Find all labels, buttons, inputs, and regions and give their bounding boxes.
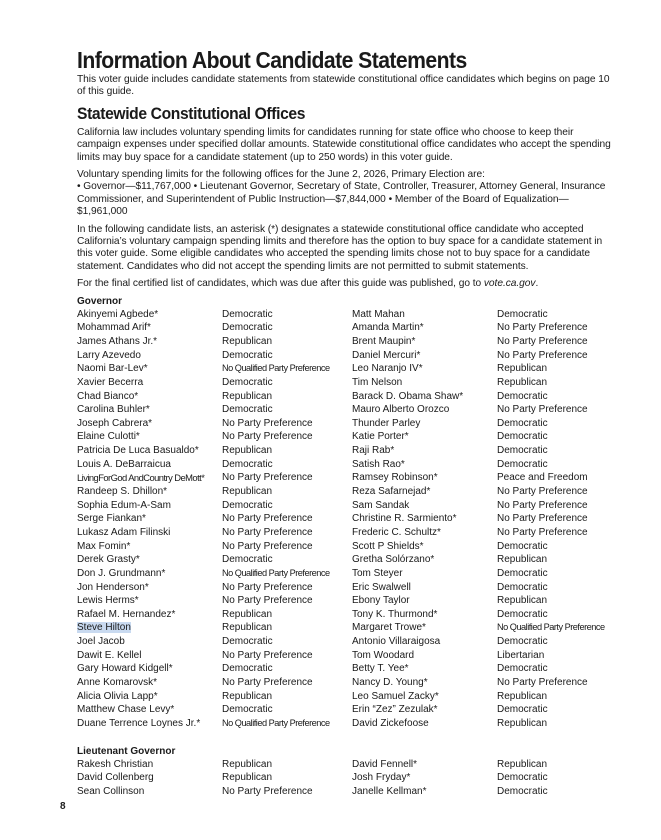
- candidate-row: [352, 621, 627, 635]
- candidate-row: [77, 444, 352, 458]
- candidate-party: No Party Preference: [497, 322, 588, 334]
- candidate-party: No Party Preference: [497, 676, 588, 688]
- candidate-row: [77, 321, 352, 335]
- governor-column-right: [352, 308, 627, 731]
- candidate-party: Democratic: [497, 608, 548, 620]
- candidate-name: Don J. Grundmann*: [77, 567, 166, 579]
- candidate-name: Tim Nelson: [352, 376, 403, 388]
- candidate-party: Democratic: [222, 404, 273, 416]
- candidate-party: Republican: [497, 758, 548, 770]
- candidate-row: [352, 376, 627, 390]
- candidate-party: Democratic: [497, 663, 548, 675]
- candidate-name: Christine R. Sarmiento*: [352, 513, 457, 525]
- candidate-row: [352, 649, 627, 663]
- certified-text: For the final certified list of candidates, which was due after this guide was published, go to: [77, 278, 484, 290]
- candidate-row: [77, 771, 352, 785]
- candidate-party: No Party Preference: [497, 349, 588, 361]
- candidate-row: [77, 499, 352, 513]
- candidate-name: Serge Fiankan*: [77, 513, 146, 525]
- candidate-name: Lewis Herms*: [77, 595, 139, 607]
- candidate-name: Max Fomin*: [77, 540, 131, 552]
- candidate-party: Democratic: [222, 458, 273, 470]
- candidate-row: [77, 608, 352, 622]
- candidate-party: No Party Preference: [222, 513, 313, 525]
- candidate-party: Democratic: [497, 581, 548, 593]
- governor-heading: Governor: [77, 295, 123, 307]
- candidate-name: Duane Terrence Loynes Jr.*: [77, 717, 201, 729]
- candidate-name: Jon Henderson*: [77, 581, 149, 593]
- candidate-row: [77, 390, 352, 404]
- candidate-row: [77, 308, 352, 322]
- candidate-row: [77, 335, 352, 349]
- candidate-row: [352, 321, 627, 335]
- candidate-row: [77, 553, 352, 567]
- limits-paragraph: [77, 169, 617, 219]
- candidate-party: Libertarian: [497, 649, 545, 661]
- highlighted-candidate-name[interactable]: Steve Hilton: [77, 622, 131, 634]
- candidate-party: Republican: [222, 608, 273, 620]
- candidate-party: No Party Preference: [222, 649, 313, 661]
- candidate-row: [352, 403, 627, 417]
- candidate-party: No Party Preference: [497, 526, 588, 538]
- candidate-row: [77, 676, 352, 690]
- candidate-row: [352, 362, 627, 376]
- candidate-name: Scott P Shields*: [352, 540, 424, 552]
- candidate-name: Derek Grasty*: [77, 554, 140, 566]
- candidate-row: [352, 308, 627, 322]
- candidate-row: [77, 703, 352, 717]
- candidate-party: Republican: [222, 758, 273, 770]
- candidate-row: [352, 485, 627, 499]
- candidate-row: [352, 771, 627, 785]
- candidate-party: Republican: [222, 690, 273, 702]
- candidate-party: Democratic: [222, 704, 273, 716]
- candidate-party: Democratic: [222, 499, 273, 511]
- candidate-name: James Athans Jr.*: [77, 335, 158, 347]
- candidate-row: [352, 471, 627, 485]
- candidate-party: Democratic: [222, 376, 273, 388]
- candidate-party: Democratic: [222, 322, 273, 334]
- candidate-row: [77, 362, 352, 376]
- candidate-name: Lukasz Adam Filinski: [77, 526, 171, 538]
- candidate-party: Republican: [222, 772, 273, 784]
- candidate-name: Mauro Alberto Orozco: [352, 404, 450, 416]
- candidate-row: [352, 540, 627, 554]
- candidate-name: Ramsey Robinson*: [352, 472, 438, 484]
- candidate-party: No Party Preference: [222, 540, 313, 552]
- candidate-row: [352, 717, 627, 731]
- candidate-party: No Qualified Party Preference: [497, 622, 605, 633]
- candidate-row: [77, 430, 352, 444]
- candidate-name: Anne Komarovsk*: [77, 676, 158, 688]
- certified-end: .: [535, 278, 539, 290]
- candidate-party: Republican: [497, 363, 548, 375]
- candidate-name: Eric Swalwell: [352, 581, 411, 593]
- candidate-party: Peace and Freedom: [497, 472, 588, 484]
- document-page: [77, 46, 617, 798]
- candidate-party: No Party Preference: [222, 417, 313, 429]
- candidate-name: Sean Collinson: [77, 785, 145, 797]
- candidate-name: David Fennell*: [352, 758, 418, 770]
- candidate-name: Alicia Olivia Lapp*: [77, 690, 158, 702]
- candidate-party: Democratic: [497, 704, 548, 716]
- candidate-row: [77, 403, 352, 417]
- candidate-party: Republican: [222, 486, 273, 498]
- candidate-row: [77, 717, 352, 731]
- candidate-row: [77, 567, 352, 581]
- candidate-party: No Party Preference: [222, 581, 313, 593]
- candidate-party: No Party Preference: [222, 785, 313, 797]
- section-title: Statewide Constitutional Offices: [77, 103, 306, 123]
- governor-column-left: [77, 308, 352, 731]
- candidate-name: Antonio Villaraigosa: [352, 636, 441, 648]
- candidate-name: Rakesh Christian: [77, 758, 154, 770]
- candidate-name: Katie Porter*: [352, 431, 409, 443]
- candidate-party: No Party Preference: [497, 499, 588, 511]
- candidate-name: Frederic C. Schultz*: [352, 526, 441, 538]
- candidate-row: [77, 485, 352, 499]
- candidate-name: Sophia Edum-A-Sam: [77, 499, 171, 511]
- candidate-row: [77, 349, 352, 363]
- candidate-name: Tony K. Thurmond*: [352, 608, 438, 620]
- candidate-row: [77, 581, 352, 595]
- candidate-row: [77, 649, 352, 663]
- page-title: Information About Candidate Statements: [77, 47, 467, 73]
- candidate-name: Erin “Zez” Zezulak*: [352, 704, 438, 716]
- candidate-party: No Party Preference: [222, 595, 313, 607]
- candidate-party: Democratic: [222, 349, 273, 361]
- candidate-party: No Party Preference: [222, 676, 313, 688]
- candidate-party: Democratic: [222, 663, 273, 675]
- candidate-name: Nancy D. Young*: [352, 676, 428, 688]
- candidate-party: No Qualified Party Preference: [222, 717, 330, 728]
- candidate-party: No Qualified Party Preference: [222, 567, 330, 578]
- limits-intro: Voluntary spending limits for the following offices for the June 2, 2026, Primary Election are:: [77, 169, 485, 181]
- candidate-party: Democratic: [497, 431, 548, 443]
- candidate-party: Democratic: [497, 458, 548, 470]
- candidate-name: Satish Rao*: [352, 458, 405, 470]
- candidate-name: Rafael M. Hernandez*: [77, 608, 176, 620]
- intro-paragraph: This voter guide includes candidate statements from statewide constitutional office candidates which begins on page 10 of this guide.: [77, 74, 610, 98]
- certified-list-paragraph: [77, 278, 617, 290]
- candidate-row: [352, 690, 627, 704]
- candidate-party: Democratic: [497, 308, 548, 320]
- candidate-party: No Party Preference: [497, 513, 588, 525]
- candidate-row: [352, 390, 627, 404]
- candidate-party: Republican: [222, 390, 273, 402]
- candidate-name: Dawit E. Kellel: [77, 649, 142, 661]
- candidate-party: Democratic: [497, 567, 548, 579]
- candidate-row: [352, 512, 627, 526]
- candidate-party: Democratic: [497, 772, 548, 784]
- candidate-party: No Party Preference: [222, 526, 313, 538]
- candidate-party: No Qualified Party Preference: [222, 363, 330, 374]
- candidate-row: [352, 608, 627, 622]
- candidate-party: Democratic: [497, 636, 548, 648]
- candidate-row: [352, 676, 627, 690]
- candidate-party: Democratic: [497, 540, 548, 552]
- candidate-row: [352, 335, 627, 349]
- lt-column-left: [77, 758, 352, 799]
- vote-link[interactable]: vote.ca.gov: [483, 278, 536, 290]
- candidate-row: [77, 376, 352, 390]
- candidate-name: Joseph Cabrera*: [77, 417, 153, 429]
- candidate-party: No Party Preference: [222, 431, 313, 443]
- candidate-row: [352, 758, 627, 772]
- candidate-row: [352, 458, 627, 472]
- candidate-row: [352, 567, 627, 581]
- candidate-name: Mohammad Arif*: [77, 322, 151, 334]
- candidate-row: [352, 703, 627, 717]
- candidate-name: Louis A. DeBarraicua: [77, 458, 171, 470]
- candidate-row: [352, 430, 627, 444]
- candidate-name: Elaine Culotti*: [77, 431, 140, 443]
- candidate-party: Republican: [497, 554, 548, 566]
- governor-list: [77, 308, 617, 731]
- candidate-row: [352, 581, 627, 595]
- spending-limits-paragraph: California law includes voluntary spending limits for candidates running for state office who choose to keep their campaign expenses under specified dollar amounts. Statewide constitutional office candidates who accept the spending limits may buy space for a candidate statement (up to 250 words) in this voter guide.: [77, 126, 611, 163]
- candidate-party: Republican: [222, 445, 273, 457]
- candidate-party: No Party Preference: [222, 472, 313, 484]
- page-number: 8: [60, 801, 66, 812]
- candidate-row: [352, 349, 627, 363]
- candidate-party: No Party Preference: [497, 404, 588, 416]
- candidate-name: Reza Safarnejad*: [352, 486, 431, 498]
- candidate-party: Democratic: [222, 308, 273, 320]
- candidate-name: Tom Woodard: [352, 649, 415, 661]
- candidate-name: Akinyemi Agbede*: [77, 308, 159, 320]
- candidate-row: [77, 417, 352, 431]
- candidate-party: Republican: [497, 595, 548, 607]
- candidate-name: Daniel Mercuri*: [352, 349, 421, 361]
- limits-list: • Governor—$11,767,000 • Lieutenant Governor, Secretary of State, Controller, Treasurer, Attorney General, Insurance Commissioner, and Superintendent of Public Instruction—$7,844,000 • Member of the Board of Equalization—$1,961,000: [77, 181, 606, 218]
- candidate-name: Sam Sandak: [352, 499, 410, 511]
- candidate-party: Democratic: [497, 445, 548, 457]
- asterisk-paragraph: In the following candidate lists, an asterisk (*) designates a statewide constitutional office candidate who accepted California’s voluntary campaign spending limits and therefore has the option to buy space for a candidate statement in this voter guide. Some eligible candidates who accepted the spending limits chose not to buy space for a candidate statement. Candidates who did not accept the spending limits are not permitted to submit statements.: [77, 223, 603, 272]
- candidate-row: [77, 540, 352, 554]
- candidate-row: [77, 758, 352, 772]
- lieutenant-governor-heading: Lieutenant Governor: [77, 745, 176, 757]
- candidate-row: [352, 662, 627, 676]
- candidate-party: Republican: [222, 335, 273, 347]
- candidate-row: [77, 635, 352, 649]
- candidate-name: Patricia De Luca Basualdo*: [77, 445, 199, 457]
- candidate-row: [77, 594, 352, 608]
- candidate-party: Democratic: [222, 636, 273, 648]
- candidate-row: [352, 444, 627, 458]
- candidate-party: Republican: [497, 717, 548, 729]
- candidate-party: Democratic: [497, 390, 548, 402]
- candidate-name: Gretha Solórzano*: [352, 554, 435, 566]
- candidate-row: [352, 526, 627, 540]
- candidate-name: Amanda Martin*: [352, 322, 424, 334]
- candidate-name: Raji Rab*: [352, 445, 395, 457]
- candidate-name: Xavier Becerra: [77, 376, 144, 388]
- candidate-name: Tom Steyer: [352, 567, 403, 579]
- candidate-name: David Zickefoose: [352, 717, 429, 729]
- candidate-row: [77, 690, 352, 704]
- candidate-name: Naomi Bar-Lev*: [77, 363, 148, 375]
- candidate-name: Ebony Taylor: [352, 595, 410, 607]
- candidate-name: Thunder Parley: [352, 417, 421, 429]
- candidate-name: Larry Azevedo: [77, 349, 141, 361]
- candidate-row: [77, 512, 352, 526]
- candidate-name: Josh Fryday*: [352, 772, 411, 784]
- candidate-name: David Collenberg: [77, 772, 154, 784]
- candidate-party: Democratic: [497, 785, 548, 797]
- candidate-row: [352, 594, 627, 608]
- candidate-name: Margaret Trowe*: [352, 622, 426, 634]
- candidate-name: Brent Maupin*: [352, 335, 416, 347]
- candidate-row: [352, 635, 627, 649]
- candidate-party: Republican: [222, 622, 273, 634]
- candidate-name: [77, 621, 222, 635]
- candidate-party: No Party Preference: [497, 486, 588, 498]
- candidate-row: [77, 526, 352, 540]
- candidate-row: [77, 662, 352, 676]
- candidate-row: [77, 621, 352, 635]
- candidate-party: No Party Preference: [497, 335, 588, 347]
- candidate-name: Janelle Kellman*: [352, 785, 427, 797]
- candidate-row: [77, 458, 352, 472]
- candidate-name: Gary Howard Kidgell*: [77, 663, 173, 675]
- candidate-row: [77, 785, 352, 799]
- candidate-party: Democratic: [497, 417, 548, 429]
- candidate-name: Barack D. Obama Shaw*: [352, 390, 464, 402]
- candidate-name: Leo Naranjo IV*: [352, 363, 423, 375]
- lt-column-right: [352, 758, 627, 799]
- candidate-name: Matthew Chase Levy*: [77, 704, 175, 716]
- candidate-name: Matt Mahan: [352, 308, 405, 320]
- candidate-party: Republican: [497, 690, 548, 702]
- candidate-name: Joel Jacob: [77, 636, 125, 648]
- candidate-row: [352, 499, 627, 513]
- candidate-name: LivingForGod AndCountry DeMott*: [77, 472, 205, 484]
- candidate-name: Chad Bianco*: [77, 390, 139, 402]
- candidate-name: Betty T. Yee*: [352, 663, 409, 675]
- candidate-party: Democratic: [222, 554, 273, 566]
- candidate-row: [352, 553, 627, 567]
- lieutenant-governor-list: [77, 758, 617, 799]
- candidate-name: Carolina Buhler*: [77, 404, 150, 416]
- candidate-name: Randeep S. Dhillon*: [77, 486, 168, 498]
- candidate-row: [352, 785, 627, 799]
- candidate-name: Leo Samuel Zacky*: [352, 690, 439, 702]
- candidate-party: Republican: [497, 376, 548, 388]
- candidate-row: [77, 471, 352, 485]
- candidate-row: [352, 417, 627, 431]
